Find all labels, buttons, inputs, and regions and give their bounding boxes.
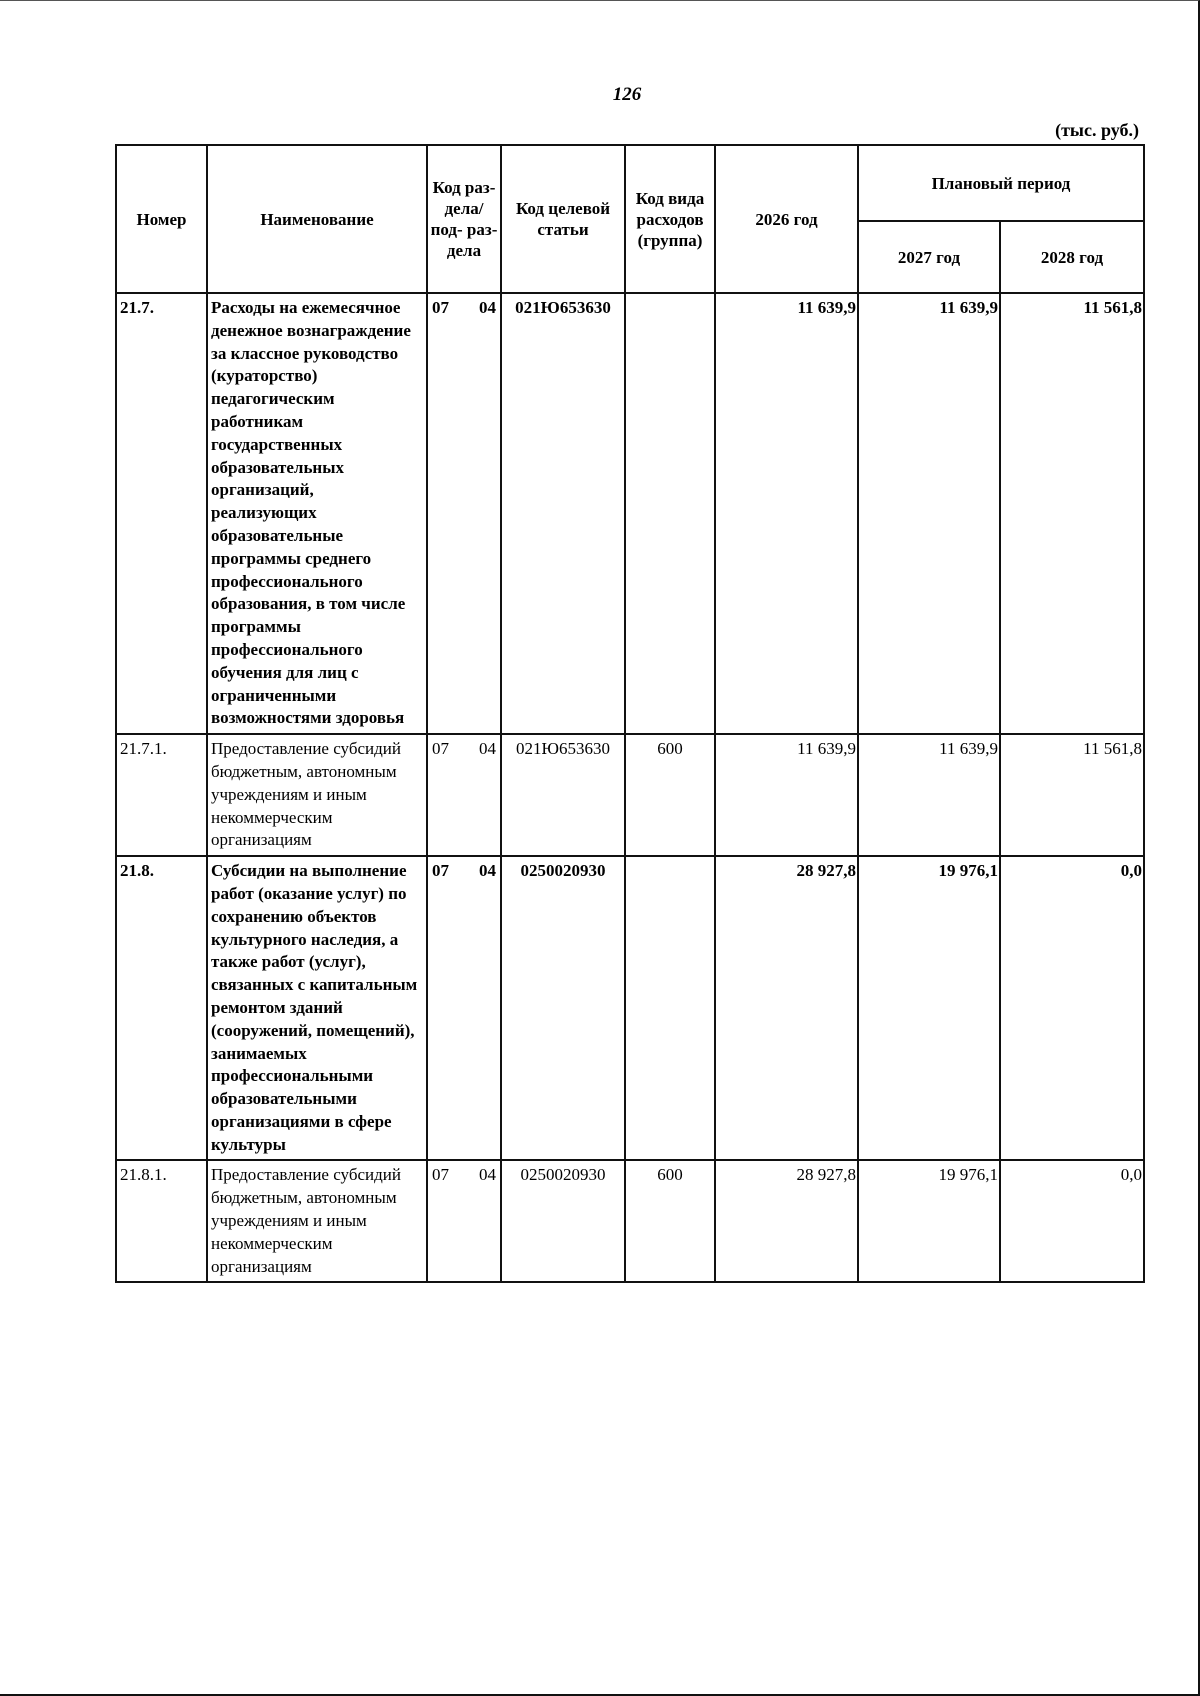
row-value-2027: 19 976,1: [858, 856, 1000, 1160]
row-name: Расходы на ежемесячное денежное вознаграждение за классное руководство (кураторство) педагогическим работникам государственных образовательных организаций, реализующих образовательные программы среднего профессионального образования, в том числе программы профессионального обучения для лиц с ограниченными возможностями здоровья: [207, 293, 427, 734]
row-section: 07: [432, 1165, 449, 1185]
row-expense-type: 600: [625, 1160, 715, 1282]
row-value-2027: 11 639,9: [858, 734, 1000, 856]
row-value-2028: 0,0: [1000, 1160, 1144, 1282]
row-number: 21.7.1.: [116, 734, 207, 856]
header-expense-type: Код вида расходов (группа): [625, 145, 715, 293]
row-name: Субсидии на выполнение работ (оказание услуг) по сохранению объектов культурного наследия, а также работ (услуг), связанных с капитальным ремонтом зданий (сооружений, помещений), занимаемых профессиональными образовательными организациями в сфере культуры: [207, 856, 427, 1160]
header-name: Наименование: [207, 145, 427, 293]
row-subsection: 04: [479, 1165, 496, 1185]
row-value-2028: 11 561,8: [1000, 734, 1144, 856]
row-target-code: 021Ю653630: [501, 734, 625, 856]
header-year-2026: 2026 год: [715, 145, 858, 293]
header-target-code: Код целевой статьи: [501, 145, 625, 293]
row-value-2026: 11 639,9: [715, 293, 858, 734]
row-number: 21.8.1.: [116, 1160, 207, 1282]
table-row: [116, 1160, 1144, 1282]
row-value-2028: 0,0: [1000, 856, 1144, 1160]
header-number: Номер: [116, 145, 207, 293]
row-subsection: 04: [479, 298, 496, 317]
table-row: [116, 856, 1144, 1160]
units-label: (тыс. руб.): [1055, 120, 1139, 140]
header-year-2028: 2028 год: [1000, 221, 1144, 293]
row-value-2026: 11 639,9: [715, 734, 858, 856]
row-target-code: 021Ю653630: [501, 293, 625, 734]
row-section: 07: [432, 861, 449, 881]
row-section: 07: [432, 298, 449, 317]
row-expense-type: 600: [625, 734, 715, 856]
row-section-code: [427, 293, 501, 734]
budget-table: [115, 144, 1145, 1283]
row-subsection: 04: [479, 739, 496, 759]
row-section-code: [427, 856, 501, 1160]
page-number: 126: [612, 84, 642, 105]
header-section-code: Код раз- дела/ под- раз- дела: [427, 145, 501, 293]
row-subsection: 04: [479, 861, 496, 881]
row-section: 07: [432, 739, 449, 759]
table-row: [116, 734, 1144, 856]
row-section-code: [427, 734, 501, 856]
row-value-2028: 11 561,8: [1000, 293, 1144, 734]
row-name: Предоставление субсидий бюджетным, автономным учреждениям и иным некоммерческим организациям: [207, 1160, 427, 1282]
row-target-code: 0250020930: [501, 856, 625, 1160]
row-name: Предоставление субсидий бюджетным, автономным учреждениям и иным некоммерческим организациям: [207, 734, 427, 856]
header-year-2027: 2027 год: [858, 221, 1000, 293]
row-value-2026: 28 927,8: [715, 1160, 858, 1282]
row-value-2027: 19 976,1: [858, 1160, 1000, 1282]
row-section-code: [427, 1160, 501, 1282]
row-target-code: 0250020930: [501, 1160, 625, 1282]
row-expense-type: [625, 856, 715, 1160]
row-value-2026: 28 927,8: [715, 856, 858, 1160]
header-planning-period: Плановый период: [858, 145, 1144, 221]
row-expense-type: [625, 293, 715, 734]
row-number: 21.7.: [116, 293, 207, 734]
row-number: 21.8.: [116, 856, 207, 1160]
row-value-2027: 11 639,9: [858, 293, 1000, 734]
table-row: [116, 293, 1144, 734]
